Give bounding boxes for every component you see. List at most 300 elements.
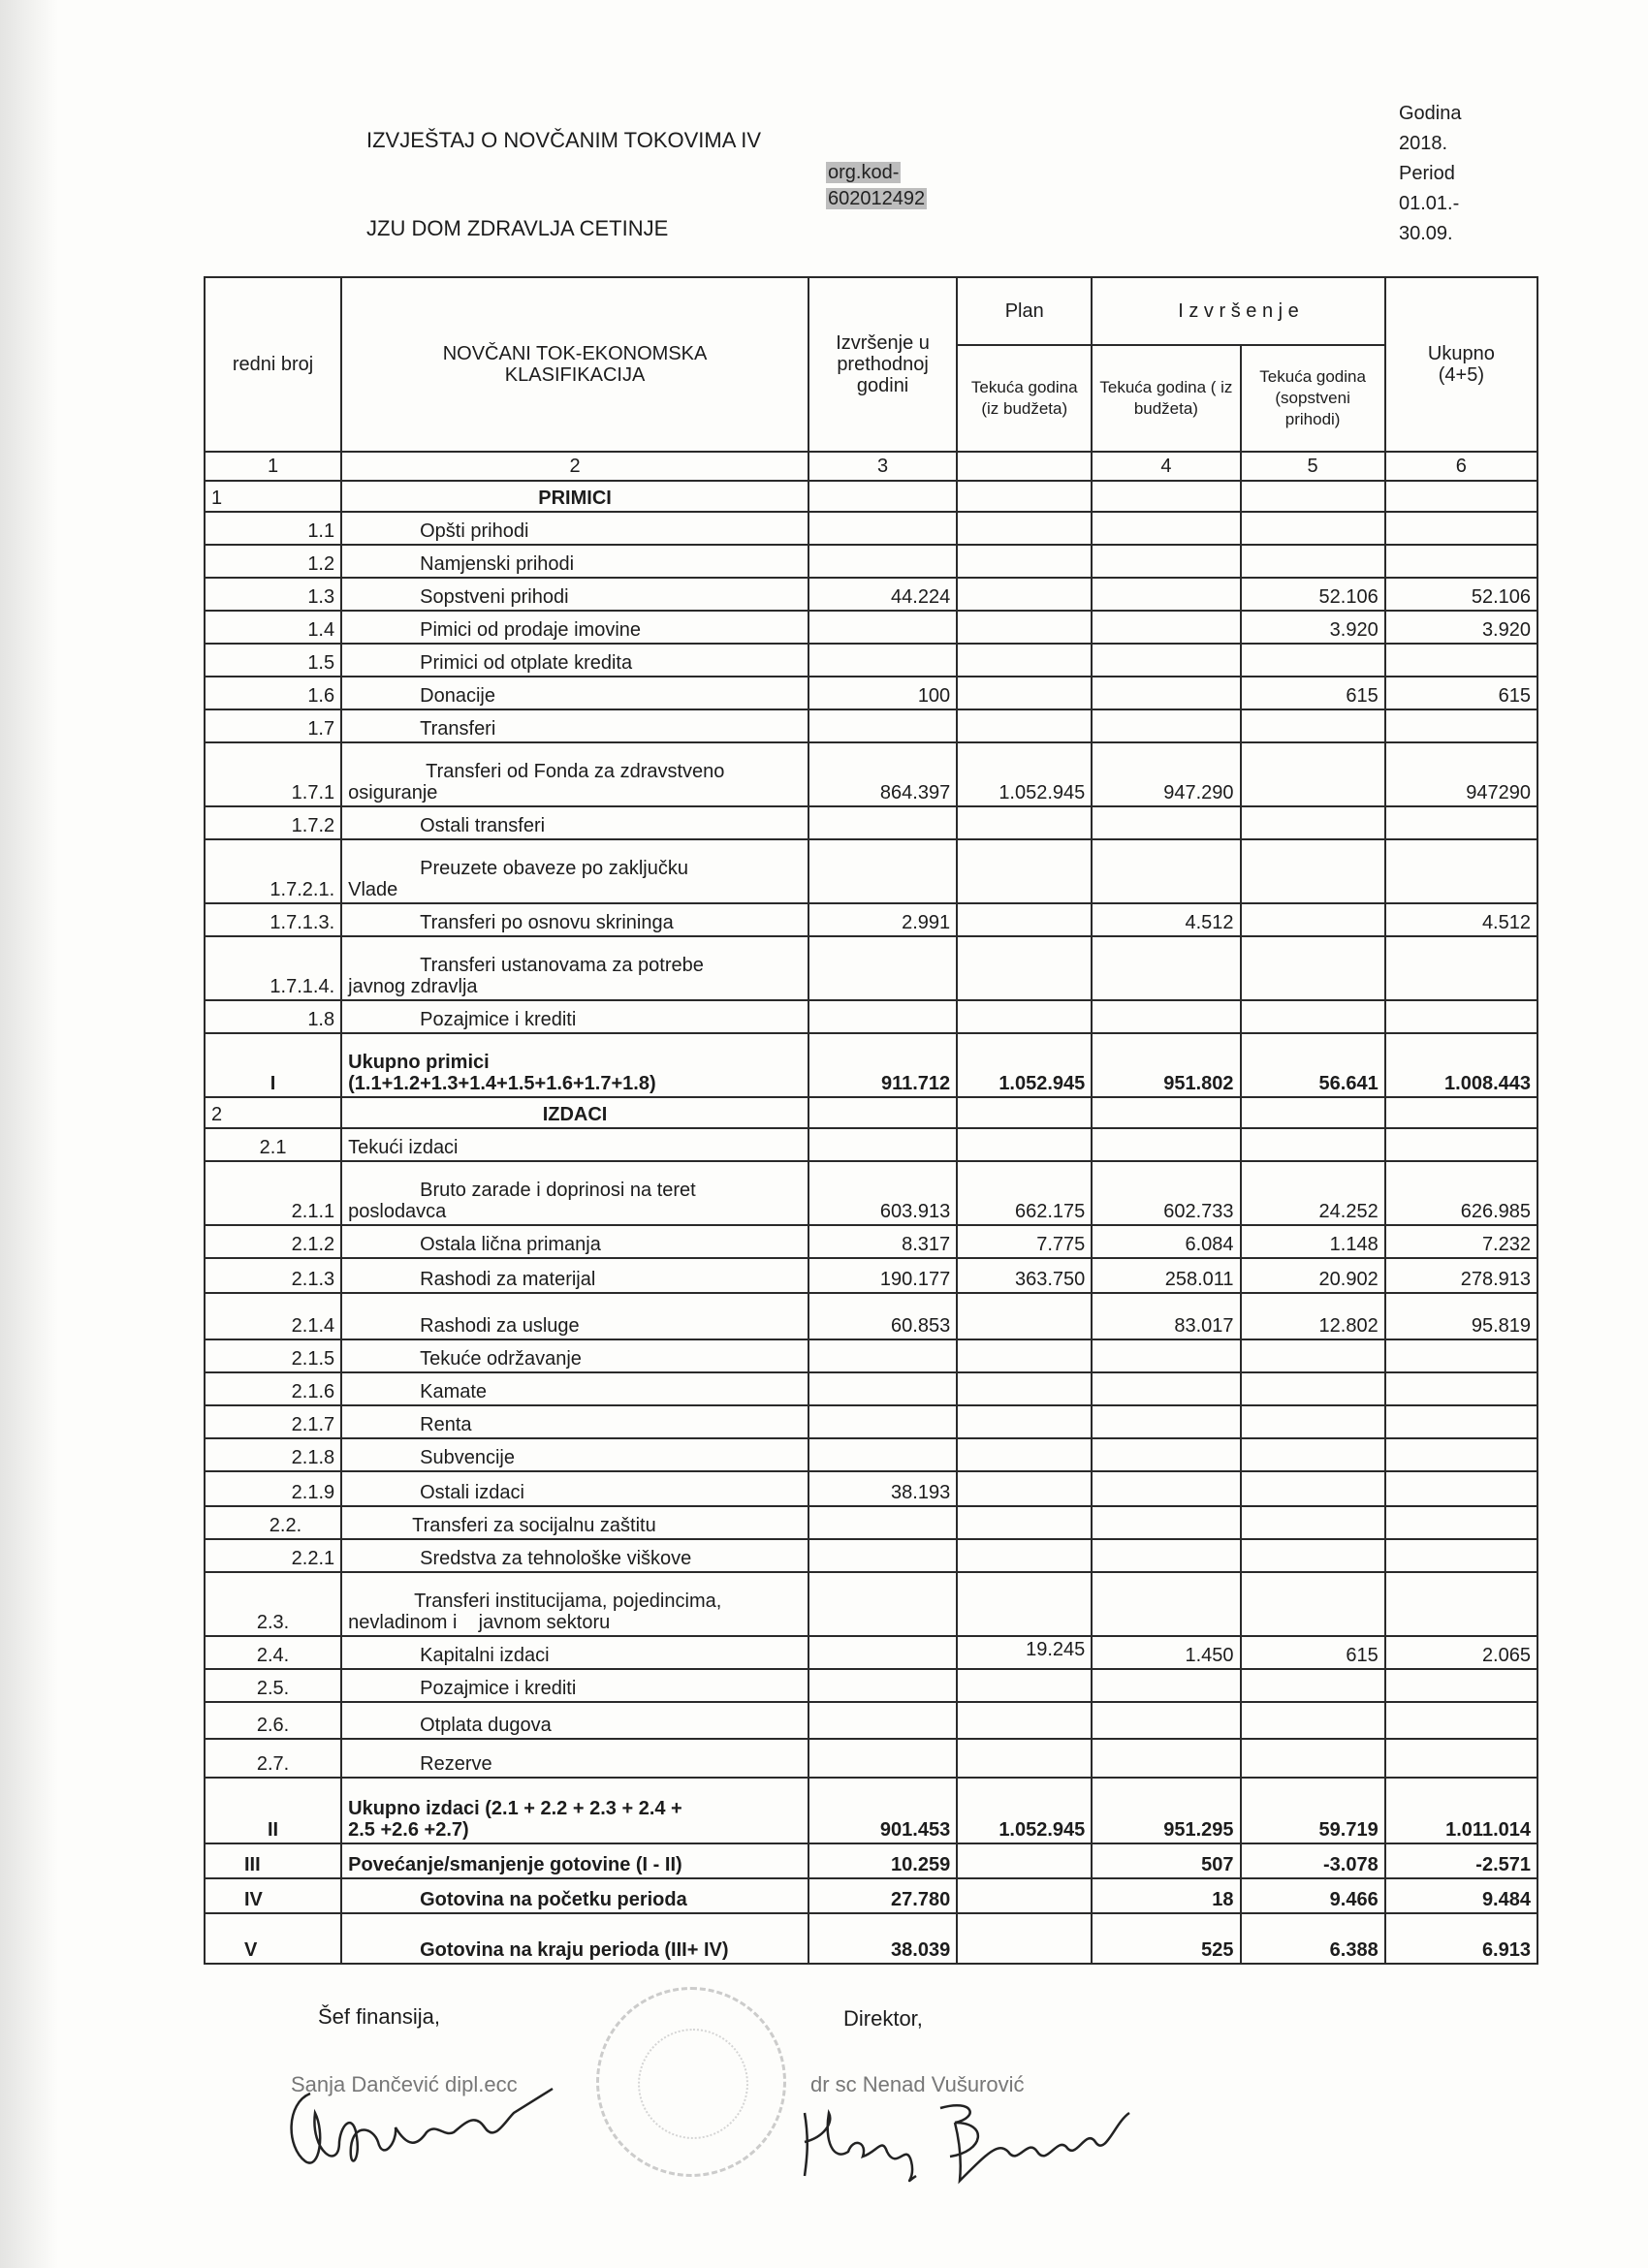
row-label: Ostali transferi xyxy=(341,806,808,839)
cell-plan xyxy=(957,1471,1092,1506)
cell-prev: 60.853 xyxy=(808,1293,957,1339)
row-number: 1.7.1.4. xyxy=(205,936,341,1000)
cell-izv: 951.802 xyxy=(1092,1033,1240,1097)
cell-uk: 615 xyxy=(1385,677,1537,709)
row-number: 1.1 xyxy=(205,512,341,545)
scan-edge xyxy=(0,0,58,2268)
row-label-line: Transferi institucijama, pojedincima, xyxy=(414,1591,722,1612)
cell-uk xyxy=(1385,709,1537,742)
period-line: Period xyxy=(1399,163,1455,184)
org-code-block xyxy=(826,160,927,212)
period-line: Godina xyxy=(1399,103,1462,124)
cell-sop: 1.148 xyxy=(1241,1225,1385,1258)
col-number: 1 xyxy=(205,452,341,481)
cell-sop: 6.388 xyxy=(1241,1913,1385,1964)
col-number: 6 xyxy=(1385,452,1537,481)
cell-uk: 1.008.443 xyxy=(1385,1033,1537,1097)
cell-prev: 10.259 xyxy=(808,1843,957,1878)
cell-sop: -3.078 xyxy=(1241,1843,1385,1878)
row-number: 2.7. xyxy=(205,1739,341,1778)
row-number: 2.1.1 xyxy=(205,1161,341,1225)
cell-prev xyxy=(808,512,957,545)
row-number: 2.5. xyxy=(205,1669,341,1702)
cell-prev xyxy=(808,1572,957,1636)
row-number: II xyxy=(205,1778,341,1843)
row-label xyxy=(341,1033,808,1097)
cell-uk: 947290 xyxy=(1385,742,1537,806)
cell-sop: 9.466 xyxy=(1241,1878,1385,1913)
section-number: 1 xyxy=(205,481,341,512)
row-label-line: nevladinom i javnom sektoru xyxy=(348,1612,611,1633)
cell-prev: 38.193 xyxy=(808,1471,957,1506)
cell-uk xyxy=(1385,1438,1537,1471)
institution-name: JZU DOM ZDRAVLJA CETINJE xyxy=(366,216,669,240)
cell-prev: 2.991 xyxy=(808,903,957,936)
cell-uk: 3.920 xyxy=(1385,611,1537,644)
cell-uk: 6.913 xyxy=(1385,1913,1537,1964)
cell-plan: 1.052.945 xyxy=(957,1033,1092,1097)
cell-izv xyxy=(1092,936,1240,1000)
cell-uk xyxy=(1385,936,1537,1000)
row-number: 2.1.5 xyxy=(205,1339,341,1372)
row-label: Sredstva za tehnološke viškove xyxy=(341,1539,808,1572)
table-row xyxy=(205,1128,1537,1161)
summary-row xyxy=(205,1878,1537,1913)
cell-sop: 615 xyxy=(1241,1636,1385,1669)
cell-plan xyxy=(957,1843,1092,1878)
cell-izv: 18 xyxy=(1092,1878,1240,1913)
col-header-redni-broj: redni broj xyxy=(205,277,341,452)
org-code-label: org.kod- xyxy=(828,162,900,183)
cell-plan xyxy=(957,1572,1092,1636)
row-label: Transferi xyxy=(341,709,808,742)
row-label: Sopstveni prihodi xyxy=(341,578,808,611)
official-stamp xyxy=(596,1987,786,2177)
cell-uk xyxy=(1385,1372,1537,1405)
row-label-line: Transferi ustanovama za potrebe xyxy=(420,955,704,976)
table-row xyxy=(205,1739,1537,1778)
cell-plan xyxy=(957,806,1092,839)
row-label: Primici od otplate kredita xyxy=(341,644,808,677)
cell-uk: 4.512 xyxy=(1385,903,1537,936)
cell-plan xyxy=(957,936,1092,1000)
table-row xyxy=(205,1161,1537,1225)
cell-izv: 1.450 xyxy=(1092,1636,1240,1669)
cell-uk xyxy=(1385,1128,1537,1161)
cell-plan xyxy=(957,1000,1092,1033)
cell-uk: 9.484 xyxy=(1385,1878,1537,1913)
cell-sop: 56.641 xyxy=(1241,1033,1385,1097)
row-label: Transferi po osnovu skrininga xyxy=(341,903,808,936)
report-title: IZVJEŠTAJ O NOVČANIM TOKOVIMA IV xyxy=(366,128,762,152)
cell-izv xyxy=(1092,1405,1240,1438)
cell-sop xyxy=(1241,1128,1385,1161)
cell-sop xyxy=(1241,512,1385,545)
cell-prev xyxy=(808,1669,957,1702)
row-label: Transferi za socijalnu zaštitu xyxy=(341,1506,808,1539)
cell-prev xyxy=(808,1539,957,1572)
cell-izv xyxy=(1092,1339,1240,1372)
cell-prev xyxy=(808,1000,957,1033)
cell-sop xyxy=(1241,1506,1385,1539)
cell-plan: 7.775 xyxy=(957,1225,1092,1258)
row-number: V xyxy=(205,1913,341,1964)
cell-plan xyxy=(957,1339,1092,1372)
row-label-line: Ukupno izdaci (2.1 + 2.2 + 2.3 + 2.4 + xyxy=(348,1798,682,1819)
cell-plan xyxy=(957,839,1092,903)
cell-izv: 947.290 xyxy=(1092,742,1240,806)
cell-sop: 615 xyxy=(1241,677,1385,709)
cell-izv xyxy=(1092,1739,1240,1778)
cell-sop xyxy=(1241,1572,1385,1636)
cell-prev: 190.177 xyxy=(808,1258,957,1293)
col-number xyxy=(957,452,1092,481)
row-label: Renta xyxy=(341,1405,808,1438)
cell-izv: 507 xyxy=(1092,1843,1240,1878)
cell-uk xyxy=(1385,1669,1537,1702)
period-line: 01.01.- xyxy=(1399,193,1460,214)
total-row-izdaci xyxy=(205,1778,1537,1843)
table-row xyxy=(205,1669,1537,1702)
col-header-ukupno: Ukupno (4+5) xyxy=(1385,277,1537,452)
period-block xyxy=(1399,99,1462,249)
row-number: 1.5 xyxy=(205,644,341,677)
cell-izv xyxy=(1092,677,1240,709)
cell-plan xyxy=(957,1405,1092,1438)
row-label: Pimici od prodaje imovine xyxy=(341,611,808,644)
table-row xyxy=(205,1225,1537,1258)
cell-plan xyxy=(957,1878,1092,1913)
cell-plan xyxy=(957,578,1092,611)
row-number: 1.8 xyxy=(205,1000,341,1033)
row-label: Tekući izdaci xyxy=(341,1128,808,1161)
table-row xyxy=(205,1258,1537,1293)
row-number: 2.1.8 xyxy=(205,1438,341,1471)
cell-sop: 24.252 xyxy=(1241,1161,1385,1225)
cell-plan xyxy=(957,1293,1092,1339)
row-number: 2.3. xyxy=(205,1572,341,1636)
cell-prev xyxy=(808,1128,957,1161)
cell-izv xyxy=(1092,1669,1240,1702)
row-label xyxy=(341,742,808,806)
cell-sop: 52.106 xyxy=(1241,578,1385,611)
table-row xyxy=(205,806,1537,839)
cell-sop: 20.902 xyxy=(1241,1258,1385,1293)
row-number: 1.7.2 xyxy=(205,806,341,839)
table-row xyxy=(205,1000,1537,1033)
cell-plan xyxy=(957,1438,1092,1471)
row-number: 1.7.2.1. xyxy=(205,839,341,903)
cell-izv xyxy=(1092,839,1240,903)
cell-plan: 363.750 xyxy=(957,1258,1092,1293)
table-row xyxy=(205,1405,1537,1438)
cell-uk xyxy=(1385,1506,1537,1539)
col-header-plan-tekuca: Tekuća godina (iz budžeta) xyxy=(957,345,1092,452)
cell-uk: 2.065 xyxy=(1385,1636,1537,1669)
cell-sop xyxy=(1241,903,1385,936)
table-row xyxy=(205,839,1537,903)
row-label: Rashodi za materijal xyxy=(341,1258,808,1293)
cell-prev: 603.913 xyxy=(808,1161,957,1225)
cell-izv xyxy=(1092,545,1240,578)
cell-prev xyxy=(808,936,957,1000)
cell-izv xyxy=(1092,1000,1240,1033)
cell-sop xyxy=(1241,806,1385,839)
col-number: 2 xyxy=(341,452,808,481)
row-label: Tekuće održavanje xyxy=(341,1339,808,1372)
cell-plan xyxy=(957,1372,1092,1405)
table-row xyxy=(205,936,1537,1000)
row-number: 2.1.2 xyxy=(205,1225,341,1258)
col-header-izvrsenje: I z v r š e n j e xyxy=(1092,277,1384,345)
cell-plan xyxy=(957,545,1092,578)
row-label xyxy=(341,1161,808,1225)
cell-plan xyxy=(957,1913,1092,1964)
row-label-line: Vlade xyxy=(348,879,398,900)
cell-prev xyxy=(808,1339,957,1372)
cell-plan xyxy=(957,611,1092,644)
summary-row xyxy=(205,1913,1537,1964)
table-row xyxy=(205,1293,1537,1339)
cell-prev xyxy=(808,545,957,578)
table-row xyxy=(205,677,1537,709)
cell-uk: 1.011.014 xyxy=(1385,1778,1537,1843)
cell-uk: 278.913 xyxy=(1385,1258,1537,1293)
row-number: 2.6. xyxy=(205,1702,341,1739)
cell-sop xyxy=(1241,1739,1385,1778)
row-label: Kapitalni izdaci xyxy=(341,1636,808,1669)
col-number: 4 xyxy=(1092,452,1240,481)
period-line: 2018. xyxy=(1399,133,1448,154)
cell-plan xyxy=(957,903,1092,936)
cell-prev: 44.224 xyxy=(808,578,957,611)
cell-prev xyxy=(808,839,957,903)
cell-izv: 602.733 xyxy=(1092,1161,1240,1225)
cell-uk xyxy=(1385,1000,1537,1033)
cell-plan: 19.245 xyxy=(957,1636,1092,1669)
row-label: Subvencije xyxy=(341,1438,808,1471)
row-label-line: javnog zdravlja xyxy=(348,976,478,997)
cell-sop xyxy=(1241,742,1385,806)
cell-plan xyxy=(957,1702,1092,1739)
row-number: 1.7 xyxy=(205,709,341,742)
col-header-klasifikacija: NOVČANI TOK-EKONOMSKA KLASIFIKACIJA xyxy=(341,277,808,452)
row-number: 1.7.1 xyxy=(205,742,341,806)
cell-uk: 95.819 xyxy=(1385,1293,1537,1339)
cell-sop xyxy=(1241,1702,1385,1739)
cell-uk xyxy=(1385,545,1537,578)
cell-prev xyxy=(808,644,957,677)
cell-prev: 100 xyxy=(808,677,957,709)
cell-izv xyxy=(1092,806,1240,839)
row-label: Gotovina na kraju perioda (III+ IV) xyxy=(341,1913,808,1964)
row-label: Povećanje/smanjenje gotovine (I - II) xyxy=(341,1843,808,1878)
org-code-value: 602012492 xyxy=(828,188,926,209)
cell-prev: 27.780 xyxy=(808,1878,957,1913)
row-label xyxy=(341,839,808,903)
row-label: Kamate xyxy=(341,1372,808,1405)
cell-izv xyxy=(1092,644,1240,677)
row-number: 2.2. xyxy=(205,1506,341,1539)
table-row xyxy=(205,1438,1537,1471)
row-label: Opšti prihodi xyxy=(341,512,808,545)
row-label-line: Preuzete obaveze po zaključku xyxy=(420,858,688,879)
total-row-primici xyxy=(205,1033,1537,1097)
row-label: Donacije xyxy=(341,677,808,709)
row-number: 2.1.4 xyxy=(205,1293,341,1339)
row-number: III xyxy=(205,1843,341,1878)
col-header-izv-budzet: Tekuća godina ( iz budžeta) xyxy=(1092,345,1240,452)
cell-uk xyxy=(1385,806,1537,839)
row-number: 1.7.1.3. xyxy=(205,903,341,936)
row-label: Rezerve xyxy=(341,1739,808,1778)
cell-plan xyxy=(957,677,1092,709)
row-label xyxy=(341,1572,808,1636)
table-row xyxy=(205,1702,1537,1739)
cell-izv xyxy=(1092,1128,1240,1161)
cell-sop: 59.719 xyxy=(1241,1778,1385,1843)
cell-izv: 951.295 xyxy=(1092,1778,1240,1843)
row-label: Namjenski prihodi xyxy=(341,545,808,578)
row-label: Otplata dugova xyxy=(341,1702,808,1739)
cell-uk xyxy=(1385,644,1537,677)
cell-plan xyxy=(957,512,1092,545)
cell-prev xyxy=(808,1506,957,1539)
cell-plan xyxy=(957,1669,1092,1702)
section-title: PRIMICI xyxy=(341,481,808,512)
section-number: 2 xyxy=(205,1097,341,1128)
cell-uk: -2.571 xyxy=(1385,1843,1537,1878)
row-label-line: poslodavca xyxy=(348,1201,447,1222)
cell-uk: 7.232 xyxy=(1385,1225,1537,1258)
row-number: IV xyxy=(205,1878,341,1913)
row-number: 1.4 xyxy=(205,611,341,644)
row-number: 1.3 xyxy=(205,578,341,611)
left-signatory-title: Šef finansija, xyxy=(318,2004,440,2029)
table-row xyxy=(205,611,1537,644)
cell-plan xyxy=(957,709,1092,742)
cell-prev xyxy=(808,611,957,644)
row-label: Ostali izdaci xyxy=(341,1471,808,1506)
cell-prev xyxy=(808,1438,957,1471)
cell-sop xyxy=(1241,1669,1385,1702)
cell-prev xyxy=(808,709,957,742)
right-signatory-title: Direktor, xyxy=(843,2006,923,2031)
cell-prev: 911.712 xyxy=(808,1033,957,1097)
row-number: 2.1.3 xyxy=(205,1258,341,1293)
cell-sop xyxy=(1241,839,1385,903)
cell-uk xyxy=(1385,1702,1537,1739)
row-number: 2.1.7 xyxy=(205,1405,341,1438)
cell-prev: 38.039 xyxy=(808,1913,957,1964)
cell-izv xyxy=(1092,1372,1240,1405)
table-row xyxy=(205,1372,1537,1405)
cell-sop xyxy=(1241,1438,1385,1471)
col-header-plan: Plan xyxy=(957,277,1092,345)
cell-uk xyxy=(1385,1339,1537,1372)
table-row xyxy=(205,512,1537,545)
table-row xyxy=(205,1539,1537,1572)
col-header-prethodna: Izvršenje u prethodnoj godini xyxy=(808,277,957,452)
row-number: 2.1.6 xyxy=(205,1372,341,1405)
cell-prev xyxy=(808,1702,957,1739)
right-signature-icon xyxy=(795,2084,1144,2190)
cell-uk: 52.106 xyxy=(1385,578,1537,611)
row-number: 1.6 xyxy=(205,677,341,709)
table-row xyxy=(205,644,1537,677)
row-label: Pozajmice i krediti xyxy=(341,1669,808,1702)
cash-flow-table xyxy=(204,276,1538,1965)
summary-row xyxy=(205,1843,1537,1878)
cell-izv xyxy=(1092,611,1240,644)
cell-sop xyxy=(1241,545,1385,578)
cell-sop xyxy=(1241,709,1385,742)
cell-sop xyxy=(1241,1372,1385,1405)
table-row xyxy=(205,1471,1537,1506)
cell-uk xyxy=(1385,1539,1537,1572)
cell-uk xyxy=(1385,1739,1537,1778)
table-row xyxy=(205,1636,1537,1669)
row-label-line: Bruto zarade i doprinosi na teret xyxy=(420,1180,696,1201)
row-label-line: osiguranje xyxy=(348,782,438,803)
cell-plan xyxy=(957,644,1092,677)
section-title: IZDACI xyxy=(341,1097,808,1128)
cell-izv xyxy=(1092,1539,1240,1572)
cell-uk: 626.985 xyxy=(1385,1161,1537,1225)
left-signature-icon xyxy=(281,2055,611,2190)
row-number: 1.2 xyxy=(205,545,341,578)
cell-prev xyxy=(808,1739,957,1778)
row-number: 2.1 xyxy=(205,1128,341,1161)
cell-izv: 6.084 xyxy=(1092,1225,1240,1258)
left-signatory-name: Sanja Dančević dipl.ecc xyxy=(291,2072,518,2096)
cell-izv xyxy=(1092,709,1240,742)
table-row xyxy=(205,1506,1537,1539)
table-row xyxy=(205,1572,1537,1636)
row-label: Gotovina na početku perioda xyxy=(341,1878,808,1913)
cell-sop: 12.802 xyxy=(1241,1293,1385,1339)
cell-uk xyxy=(1385,1471,1537,1506)
cell-izv xyxy=(1092,1506,1240,1539)
period-line: 30.09. xyxy=(1399,223,1453,244)
cell-plan xyxy=(957,1506,1092,1539)
cell-sop xyxy=(1241,1539,1385,1572)
row-label xyxy=(341,1778,808,1843)
col-number: 5 xyxy=(1241,452,1385,481)
cell-prev: 901.453 xyxy=(808,1778,957,1843)
cell-uk xyxy=(1385,1572,1537,1636)
cell-prev xyxy=(808,1405,957,1438)
cell-sop xyxy=(1241,644,1385,677)
row-number: 2.4. xyxy=(205,1636,341,1669)
row-label: Rashodi za usluge xyxy=(341,1293,808,1339)
cell-izv xyxy=(1092,1438,1240,1471)
row-label-line: Transferi od Fonda za zdravstveno xyxy=(426,761,725,782)
row-label-line: Ukupno primici xyxy=(348,1052,490,1073)
table-row xyxy=(205,903,1537,936)
col-number: 3 xyxy=(808,452,957,481)
cell-sop xyxy=(1241,1000,1385,1033)
cell-uk xyxy=(1385,512,1537,545)
row-label: Ostala lična primanja xyxy=(341,1225,808,1258)
cell-sop xyxy=(1241,936,1385,1000)
cell-plan: 1.052.945 xyxy=(957,1778,1092,1843)
cell-izv xyxy=(1092,512,1240,545)
right-signatory-name: dr sc Nenad Vušurović xyxy=(810,2072,1025,2096)
cell-prev: 8.317 xyxy=(808,1225,957,1258)
cell-uk xyxy=(1385,839,1537,903)
cell-izv: 258.011 xyxy=(1092,1258,1240,1293)
